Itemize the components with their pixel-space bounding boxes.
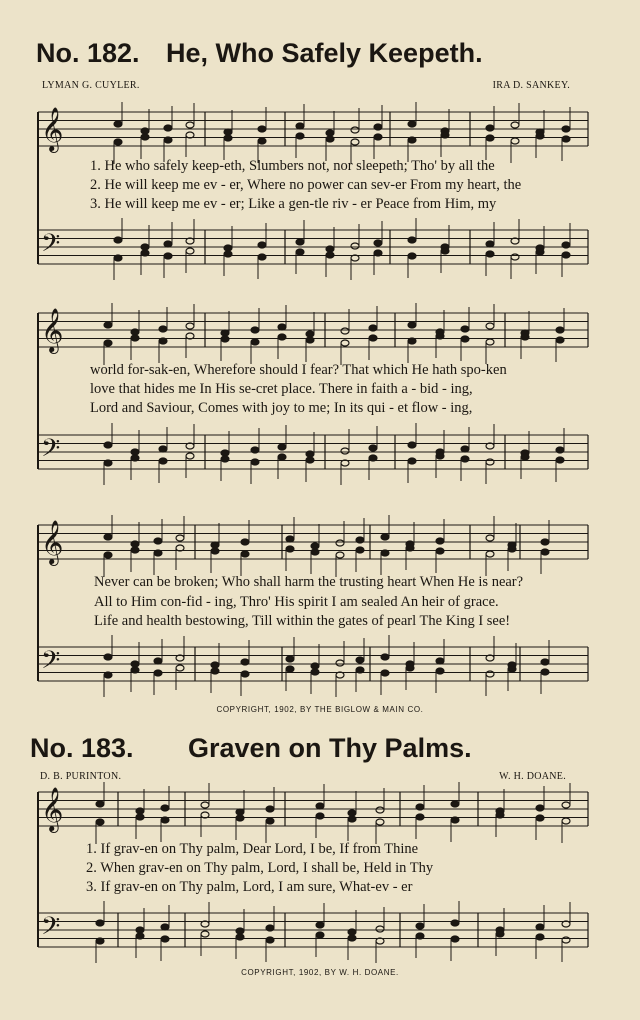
system4-bass-clef: 𝄢	[41, 912, 61, 947]
system2-treble-note	[341, 328, 349, 334]
system1-treble-note	[511, 122, 519, 128]
system4-treble-note	[496, 812, 504, 818]
system2-treble-note	[104, 340, 112, 346]
system1-treble-note	[562, 126, 570, 132]
system4-treble-note	[348, 810, 356, 816]
system1-treble-note	[114, 121, 122, 127]
system2-bass-note	[278, 454, 286, 460]
system1-bass-note	[141, 250, 149, 256]
system2-bass-note	[306, 457, 314, 463]
system4-treble-note	[316, 813, 324, 819]
system1-treble-note	[408, 137, 416, 143]
system3-treble-note	[104, 534, 112, 540]
system3-bass-note	[356, 657, 364, 663]
system4-bass-note	[316, 932, 324, 938]
system2-bass-note	[521, 454, 529, 460]
system4-treble-clef: 𝄞	[41, 787, 64, 831]
system4-bass-note	[236, 928, 244, 934]
system4-treble-note	[96, 801, 104, 807]
system3-treble-note	[131, 547, 139, 553]
hymn-183-copyright: COPYRIGHT, 1902, BY W. H. DOANE.	[241, 968, 399, 977]
system4-bass-note	[136, 927, 144, 933]
system3-treble-note	[356, 537, 364, 543]
system3-bass-note	[104, 654, 112, 660]
system2-bass-note	[104, 442, 112, 448]
system3-treble-note	[436, 548, 444, 554]
system3-bass-note	[241, 671, 249, 677]
system2-bass-note	[408, 458, 416, 464]
system4-treble-note	[266, 818, 274, 824]
system1-treble-note	[164, 137, 172, 143]
system1-bass-note	[164, 241, 172, 247]
system3-treble-note	[131, 541, 139, 547]
system3-treble-note	[486, 551, 494, 557]
system1-treble-note	[224, 129, 232, 135]
system4-bass-note	[562, 937, 570, 943]
system1-bass-note	[326, 252, 334, 258]
system2-bass-note	[436, 453, 444, 459]
system1-treble-note	[536, 133, 544, 139]
system1-treble-note	[351, 127, 359, 133]
system1-treble-note	[374, 124, 382, 130]
system2-treble-note	[486, 339, 494, 345]
system1-bass-note	[511, 254, 519, 260]
system2-treble-note	[556, 327, 564, 333]
hymn-182-s1-verse2: 2. He will keep me ev - er, Where no power can sev-er From my heart, the	[90, 177, 522, 193]
system4-bass-note	[201, 931, 209, 937]
system2-bass-note	[251, 447, 259, 453]
system3-bass-note	[311, 663, 319, 669]
system2-bass-note	[486, 459, 494, 465]
system2-treble-note	[408, 338, 416, 344]
system4-treble-note	[236, 815, 244, 821]
system4-bass-note	[236, 934, 244, 940]
system2-treble-note	[306, 331, 314, 337]
system2-treble-note	[221, 336, 229, 342]
system3-bass-note	[131, 661, 139, 667]
hymn-182-s2-verse2: love that hides me In His se-cret place. There in faith a - bid - ing,	[90, 381, 473, 397]
system3-bass-note	[541, 659, 549, 665]
system2-treble-note	[369, 325, 377, 331]
system1-bass-note	[258, 242, 266, 248]
system2-treble-clef: 𝄞	[41, 308, 64, 352]
system4-treble-note	[136, 808, 144, 814]
hymn-182-copyright: COPYRIGHT, 1902, BY THE BIGLOW & MAIN CO.	[216, 705, 424, 714]
system2-treble-note	[306, 337, 314, 343]
system4-bass-note	[266, 925, 274, 931]
system2-bass-note	[221, 456, 229, 462]
system1-treble-note	[562, 136, 570, 142]
system1-bass-note	[562, 252, 570, 258]
hymn-182-s2-verse1: world for-sak-en, Wherefore should I fear? That which He hath spo-ken	[90, 362, 507, 378]
system1-treble-note	[258, 138, 266, 144]
system1-treble-note	[408, 121, 416, 127]
system1-treble-note	[141, 128, 149, 134]
system2-bass-clef: 𝄢	[41, 434, 61, 469]
system3-bass-note	[286, 666, 294, 672]
system3-treble-note	[406, 545, 414, 551]
system4-treble-note	[161, 805, 169, 811]
hymn-182-s3-verse3: Life and health bestowing, Till within the gates of pearl The King I see!	[94, 613, 511, 629]
system1-bass-note	[141, 244, 149, 250]
system3-bass-note	[336, 660, 344, 666]
system1-bass-note	[351, 243, 359, 249]
system4-bass-note	[316, 922, 324, 928]
system2-bass-note	[369, 455, 377, 461]
system3-bass-note	[154, 658, 162, 664]
system3-treble-note	[211, 548, 219, 554]
system3-treble-note	[336, 540, 344, 546]
system3-treble-note	[286, 546, 294, 552]
system4-treble-note	[96, 819, 104, 825]
system4-bass-note	[451, 920, 459, 926]
system4-bass-note	[266, 937, 274, 943]
system2-treble-note	[251, 339, 259, 345]
system1-treble-note	[114, 139, 122, 145]
system1-treble-note	[351, 139, 359, 145]
hymn-183-verse1: 1. If grav-en on Thy palm, Dear Lord, I be, If from Thine	[86, 841, 419, 857]
system3-treble-note	[241, 551, 249, 557]
system1-treble-note	[258, 126, 266, 132]
system1-treble-note	[374, 134, 382, 140]
system1-treble-note	[224, 135, 232, 141]
system2-treble-note	[221, 330, 229, 336]
system2-treble-note	[104, 322, 112, 328]
system2-treble-note	[186, 323, 194, 329]
system2-bass-note	[369, 445, 377, 451]
system3-bass-note	[436, 658, 444, 664]
system2-treble-note	[131, 329, 139, 335]
system2-bass-note	[306, 451, 314, 457]
system1-bass-note	[296, 239, 304, 245]
system3-bass-clef: 𝄢	[41, 646, 61, 681]
hymn-182-name: He, Who Safely Keepeth.	[166, 38, 483, 68]
system3-treble-note	[311, 543, 319, 549]
system3-treble-note	[211, 542, 219, 548]
system3-treble-note	[176, 535, 184, 541]
hymn-182-s1-verse3: 3. He will keep me ev - er; Like a gen-tle riv - er Peace from Him, my	[90, 196, 497, 212]
system1-treble-note	[141, 134, 149, 140]
system4-bass-note	[348, 935, 356, 941]
system3-bass-note	[131, 667, 139, 673]
system3-treble-note	[286, 536, 294, 542]
system1-treble-note	[486, 135, 494, 141]
system1-bass-note	[114, 237, 122, 243]
system1-bass-note	[408, 253, 416, 259]
system3-bass-note	[381, 670, 389, 676]
hymn-182-author: LYMAN G. CUYLER.	[42, 80, 140, 91]
system2-bass-note	[104, 460, 112, 466]
system2-treble-note	[486, 323, 494, 329]
system2-bass-note	[278, 444, 286, 450]
system1-treble-note	[511, 138, 519, 144]
system3-bass-note	[241, 659, 249, 665]
system1-treble-note	[441, 132, 449, 138]
system2-bass-note	[556, 457, 564, 463]
system4-bass-note	[416, 923, 424, 929]
system4-treble-note	[348, 816, 356, 822]
system2-bass-note	[159, 446, 167, 452]
system3-bass-note	[311, 669, 319, 675]
system2-bass-note	[186, 453, 194, 459]
hymn-183-composer: W. H. DOANE.	[499, 771, 566, 782]
system1-bass-note	[408, 237, 416, 243]
system1-bass-note	[562, 242, 570, 248]
system2-treble-note	[278, 334, 286, 340]
system1-bass-note	[224, 251, 232, 257]
system4-bass-note	[496, 931, 504, 937]
hymn-183-name: Graven on Thy Palms.	[188, 733, 472, 763]
system4-treble-note	[536, 815, 544, 821]
system4-treble-note	[416, 814, 424, 820]
system3-bass-note	[436, 668, 444, 674]
system4-treble-note	[416, 804, 424, 810]
hymn-183-author: D. B. PURINTON.	[40, 771, 122, 782]
system1-bass-note	[224, 245, 232, 251]
system4-treble-note	[562, 818, 570, 824]
system1-treble-note	[296, 123, 304, 129]
system2-treble-note	[408, 322, 416, 328]
system1-bass-note	[374, 240, 382, 246]
system3-bass-note	[211, 662, 219, 668]
system4-treble-note	[451, 817, 459, 823]
system1-bass-note	[164, 253, 172, 259]
system2-treble-note	[131, 335, 139, 341]
system4-bass-note	[161, 936, 169, 942]
system3-treble-note	[508, 546, 516, 552]
system2-treble-note	[341, 340, 349, 346]
hymn-183-verse3: 3. If grav-en on Thy palm, Lord, I am sure, What-ev - er	[86, 879, 413, 895]
system3-bass-note	[104, 672, 112, 678]
system1-bass-note	[296, 249, 304, 255]
system4-treble-note	[161, 817, 169, 823]
system4-bass-note	[348, 929, 356, 935]
system1-bass-note	[486, 251, 494, 257]
system2-treble-note	[159, 326, 167, 332]
system2-bass-note	[556, 447, 564, 453]
system3-treble-note	[154, 550, 162, 556]
system4-treble-note	[376, 807, 384, 813]
system3-bass-note	[154, 670, 162, 676]
system2-treble-note	[521, 334, 529, 340]
system2-bass-note	[408, 442, 416, 448]
system2-bass-note	[131, 449, 139, 455]
system4-bass-note	[96, 938, 104, 944]
hymn-182-s1-verse1: 1. He who safely keep-eth, Slumbers not, nor sleepeth; Tho' by all the	[90, 158, 495, 174]
system1-bass-note	[374, 250, 382, 256]
system3-treble-note	[381, 534, 389, 540]
system3-treble-note	[356, 547, 364, 553]
system4-treble-note	[451, 801, 459, 807]
system3-treble-note	[154, 538, 162, 544]
system3-treble-note	[381, 550, 389, 556]
system1-bass-clef: 𝄢	[41, 229, 61, 264]
system3-bass-note	[211, 668, 219, 674]
system3-bass-note	[356, 667, 364, 673]
system3-treble-note	[436, 538, 444, 544]
system2-bass-note	[461, 446, 469, 452]
system1-bass-note	[536, 249, 544, 255]
system2-bass-note	[221, 450, 229, 456]
system1-bass-note	[326, 246, 334, 252]
system1-treble-note	[164, 125, 172, 131]
system3-bass-note	[406, 665, 414, 671]
system4-treble-note	[136, 814, 144, 820]
hymn-182-s2-verse3: Lord and Saviour, Comes with joy to me; In its qui - et flow - ing,	[90, 400, 473, 416]
system3-treble-clef: 𝄞	[41, 520, 64, 564]
system1-bass-note	[486, 241, 494, 247]
system3-treble-note	[336, 552, 344, 558]
system1-treble-note	[186, 122, 194, 128]
system1-treble-note	[326, 130, 334, 136]
system1-bass-note	[258, 254, 266, 260]
hymn-182-s3-verse2: All to Him con-fid - ing, Thro' His spirit I am sealed An heir of grace.	[94, 594, 499, 610]
system3-bass-note	[508, 666, 516, 672]
system4-treble-note	[236, 809, 244, 815]
system4-bass-note	[136, 933, 144, 939]
hymn-183-number: No. 183.	[30, 733, 134, 763]
system4-bass-note	[96, 920, 104, 926]
system2-treble-note	[461, 326, 469, 332]
system3-treble-note	[104, 552, 112, 558]
system2-bass-note	[341, 448, 349, 454]
system4-treble-note	[376, 819, 384, 825]
system4-bass-note	[451, 936, 459, 942]
system1-treble-note	[486, 125, 494, 131]
system3-treble-note	[311, 549, 319, 555]
system1-bass-note	[186, 248, 194, 254]
system4-treble-note	[266, 806, 274, 812]
system1-bass-note	[114, 255, 122, 261]
system2-bass-note	[251, 459, 259, 465]
system4-treble-note	[201, 802, 209, 808]
system3-bass-note	[486, 671, 494, 677]
system4-bass-note	[536, 924, 544, 930]
system3-treble-note	[486, 535, 494, 541]
system2-bass-note	[159, 458, 167, 464]
system2-treble-note	[436, 333, 444, 339]
system2-treble-note	[556, 337, 564, 343]
system4-bass-note	[416, 933, 424, 939]
system4-bass-note	[376, 926, 384, 932]
hymn-182-composer: IRA D. SANKEY.	[492, 80, 570, 91]
system3-treble-note	[541, 539, 549, 545]
system1-bass-note	[441, 248, 449, 254]
system4-bass-note	[161, 924, 169, 930]
hymn-182-s3-verse1: Never can be broken; Who shall harm the trusting heart When He is near?	[94, 574, 524, 590]
system2-bass-note	[461, 456, 469, 462]
system2-treble-note	[278, 324, 286, 330]
system4-treble-note	[562, 802, 570, 808]
system3-bass-note	[541, 669, 549, 675]
system3-treble-note	[241, 539, 249, 545]
system3-treble-note	[541, 549, 549, 555]
system2-treble-note	[251, 327, 259, 333]
system1-treble-note	[296, 133, 304, 139]
system2-treble-note	[159, 338, 167, 344]
system4-bass-note	[536, 934, 544, 940]
system3-bass-note	[176, 665, 184, 671]
system2-bass-note	[131, 455, 139, 461]
system2-treble-note	[369, 335, 377, 341]
hymn-182-number: No. 182.	[36, 38, 140, 68]
hymn-183-verse2: 2. When grav-en on Thy palm, Lord, I shall be, Held in Thy	[86, 860, 434, 876]
system2-treble-note	[461, 336, 469, 342]
system1-treble-note	[326, 136, 334, 142]
system3-bass-note	[381, 654, 389, 660]
system4-treble-note	[316, 803, 324, 809]
system3-bass-note	[286, 656, 294, 662]
system1-treble-clef: 𝄞	[41, 107, 64, 151]
system4-treble-note	[536, 805, 544, 811]
